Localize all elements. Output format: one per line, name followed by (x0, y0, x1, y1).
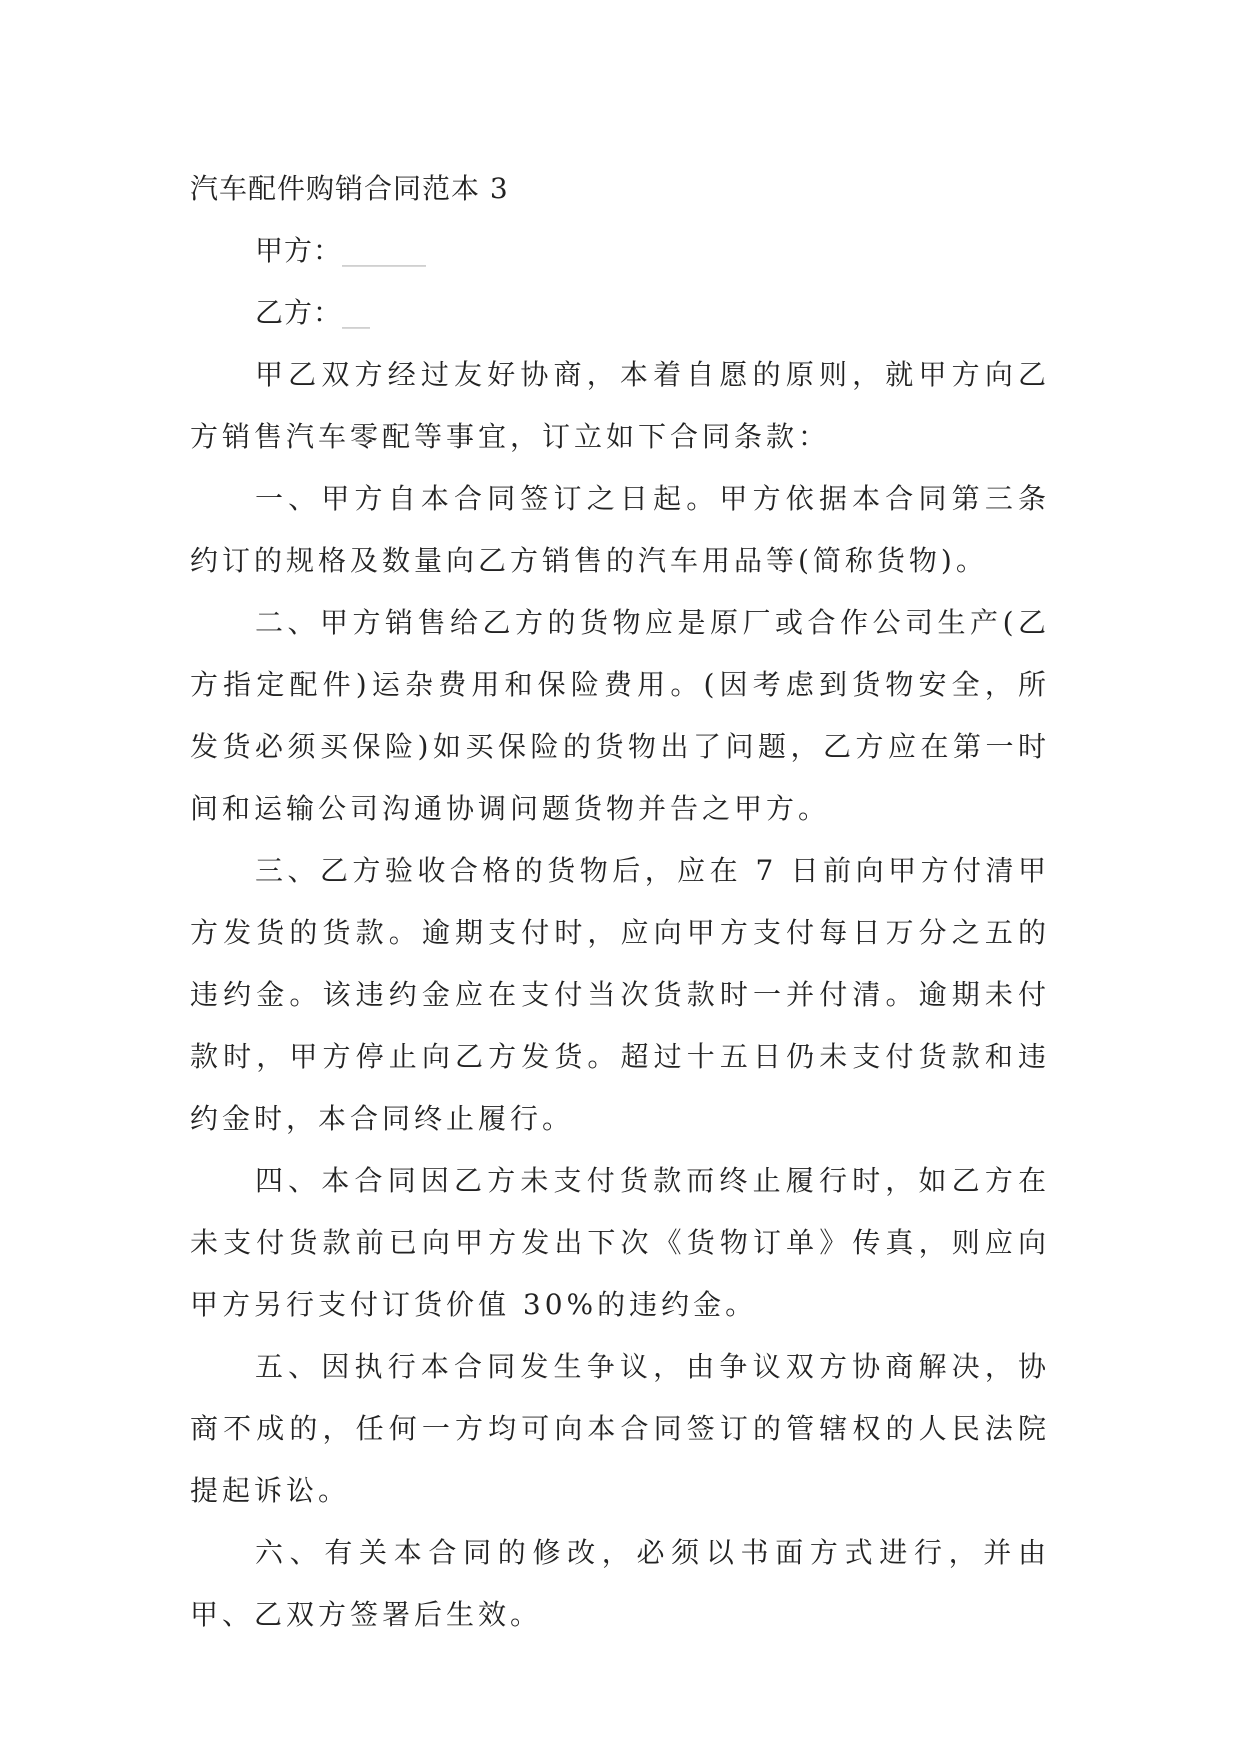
party-b-line (190, 282, 1050, 344)
party-a-label: 甲方： (255, 234, 343, 267)
clause-6-paragraph: 六、有关本合同的修改，必须以书面方式进行，并由甲、乙双方签署后生效。 (190, 1536, 1050, 1631)
clause-1-paragraph: 一、甲方自本合同签订之日起。甲方依据本合同第三条约订的规格及数量向乙方销售的汽车用品等(简称货物)。 (190, 482, 1050, 577)
document-title: 汽车配件购销合同范本 3 (190, 172, 509, 205)
clause-2-paragraph: 二、甲方销售给乙方的货物应是原厂或合作公司生产(乙方指定配件)运杂费用和保险费用。(因考虑到货物安全，所发货必须买保险)如买保险的货物出了问题，乙方应在第一时间和运输公司沟通协调问题货物并告之甲方。 (190, 606, 1050, 825)
party-a-blank: ______ (342, 234, 427, 267)
intro-paragraph: 甲乙双方经过友好协商，本着自愿的原则，就甲方向乙方销售汽车零配等事宜，订立如下合同条款： (190, 358, 1050, 453)
party-a-line (190, 220, 1050, 282)
clause-3-paragraph: 三、乙方验收合格的货物后，应在 7 日前向甲方付清甲方发货的货款。逾期支付时，应向甲方支付每日万分之五的违约金。该违约金应在支付当次货款时一并付清。逾期未付款时，甲方停止向乙方发货。超过十五日仍未支付货款和违约金时，本合同终止履行。 (190, 854, 1050, 1135)
party-b-label: 乙方： (255, 296, 343, 329)
clause-5-paragraph: 五、因执行本合同发生争议，由争议双方协商解决，协商不成的，任何一方均可向本合同签订的管辖权的人民法院提起诉讼。 (190, 1350, 1050, 1507)
party-b-blank: __ (342, 296, 371, 329)
document-page (190, 158, 1050, 1646)
clause-4-paragraph: 四、本合同因乙方未支付货款而终止履行时，如乙方在未支付货款前已向甲方发出下次《货物订单》传真，则应向甲方另行支付订货价值 30%的违约金。 (190, 1164, 1050, 1321)
